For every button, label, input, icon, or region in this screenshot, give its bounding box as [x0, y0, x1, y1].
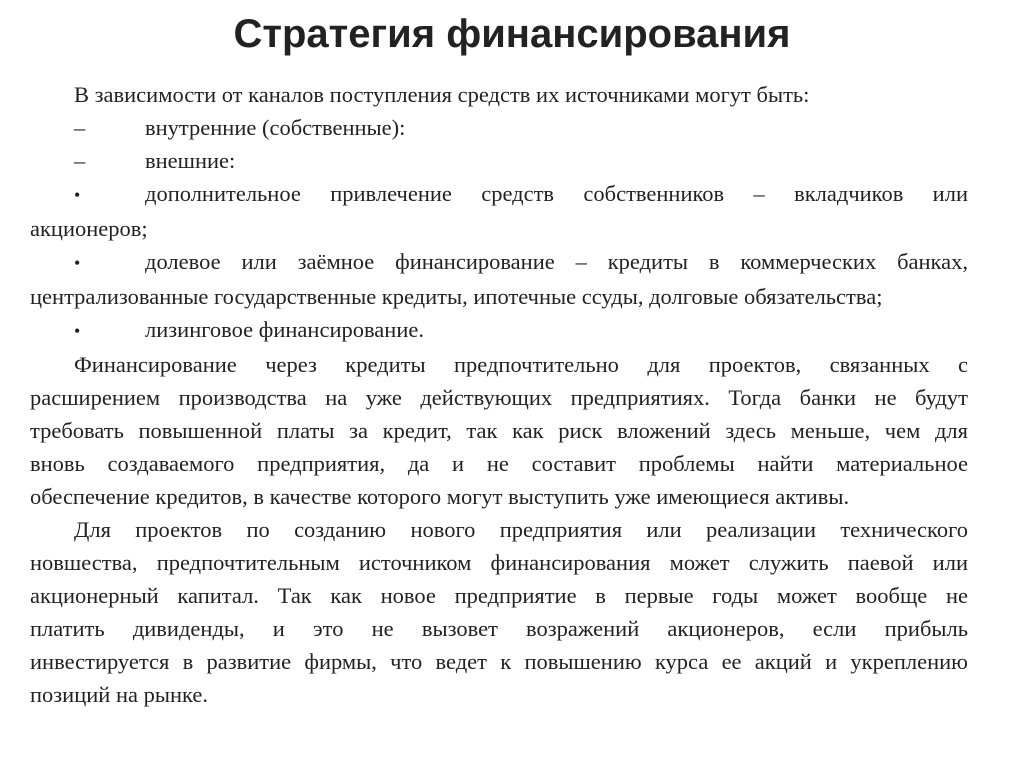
- list-item-text: долевое или заёмное финансирование – кредиты в коммерческих банках,: [145, 249, 968, 274]
- slide-body: [30, 78, 968, 711]
- list-item: [30, 144, 968, 177]
- dash-marker: –: [74, 148, 86, 173]
- list-item-continuation: централизованные государственные кредиты, ипотечные ссуды, долговые обязательства;: [30, 284, 883, 309]
- paragraph-line: позиций на рынке.: [30, 682, 209, 707]
- list-item: [30, 313, 968, 348]
- paragraph-line: инвестируется в развитие фирмы, что ведет к повышению курса ее акций и укреплению: [30, 649, 968, 674]
- list-item: [30, 177, 968, 245]
- bullet-marker: •: [74, 185, 81, 205]
- list-item-text: дополнительное привлечение средств собственников – вкладчиков или: [145, 181, 968, 206]
- list-item-text: внутренние (собственные):: [145, 115, 406, 140]
- paragraph-line: вновь создаваемого предприятия, да и не составит проблемы найти материальное: [30, 451, 968, 476]
- paragraph-line: Для проектов по созданию нового предприятия или реализации технического: [74, 517, 968, 542]
- paragraph-line: новшества, предпочтительным источником финансирования может служить паевой или: [30, 550, 968, 575]
- list-item-continuation: акционеров;: [30, 216, 148, 241]
- paragraph-line: требовать повышенной платы за кредит, так как риск вложений здесь меньше, чем для: [30, 418, 968, 443]
- bullet-marker: •: [74, 253, 81, 273]
- list-item: [30, 111, 968, 144]
- paragraph-credit-financing: [30, 348, 968, 513]
- bullet-marker: •: [74, 321, 81, 341]
- list-item-text: внешние:: [145, 148, 236, 173]
- page-title: Стратегия финансирования: [233, 12, 791, 56]
- paragraph-equity-financing: [30, 513, 968, 711]
- dash-marker: –: [74, 115, 86, 140]
- list-item-text: лизинговое финансирование.: [145, 317, 424, 342]
- list-item: [30, 245, 968, 313]
- intro-text: В зависимости от каналов поступления средств их источниками могут быть:: [74, 82, 810, 107]
- paragraph-line: расширением производства на уже действующих предприятиях. Тогда банки не будут: [30, 385, 968, 410]
- paragraph-line: платить дивиденды, и это не вызовет возражений акционеров, если прибыль: [30, 616, 968, 641]
- paragraph-line: Финансирование через кредиты предпочтительно для проектов, связанных с: [74, 352, 968, 377]
- paragraph-line: обеспечение кредитов, в качестве которого могут выступить уже имеющиеся активы.: [30, 484, 850, 509]
- paragraph-line: акционерный капитал. Так как новое предприятие в первые годы может вообще не: [30, 583, 968, 608]
